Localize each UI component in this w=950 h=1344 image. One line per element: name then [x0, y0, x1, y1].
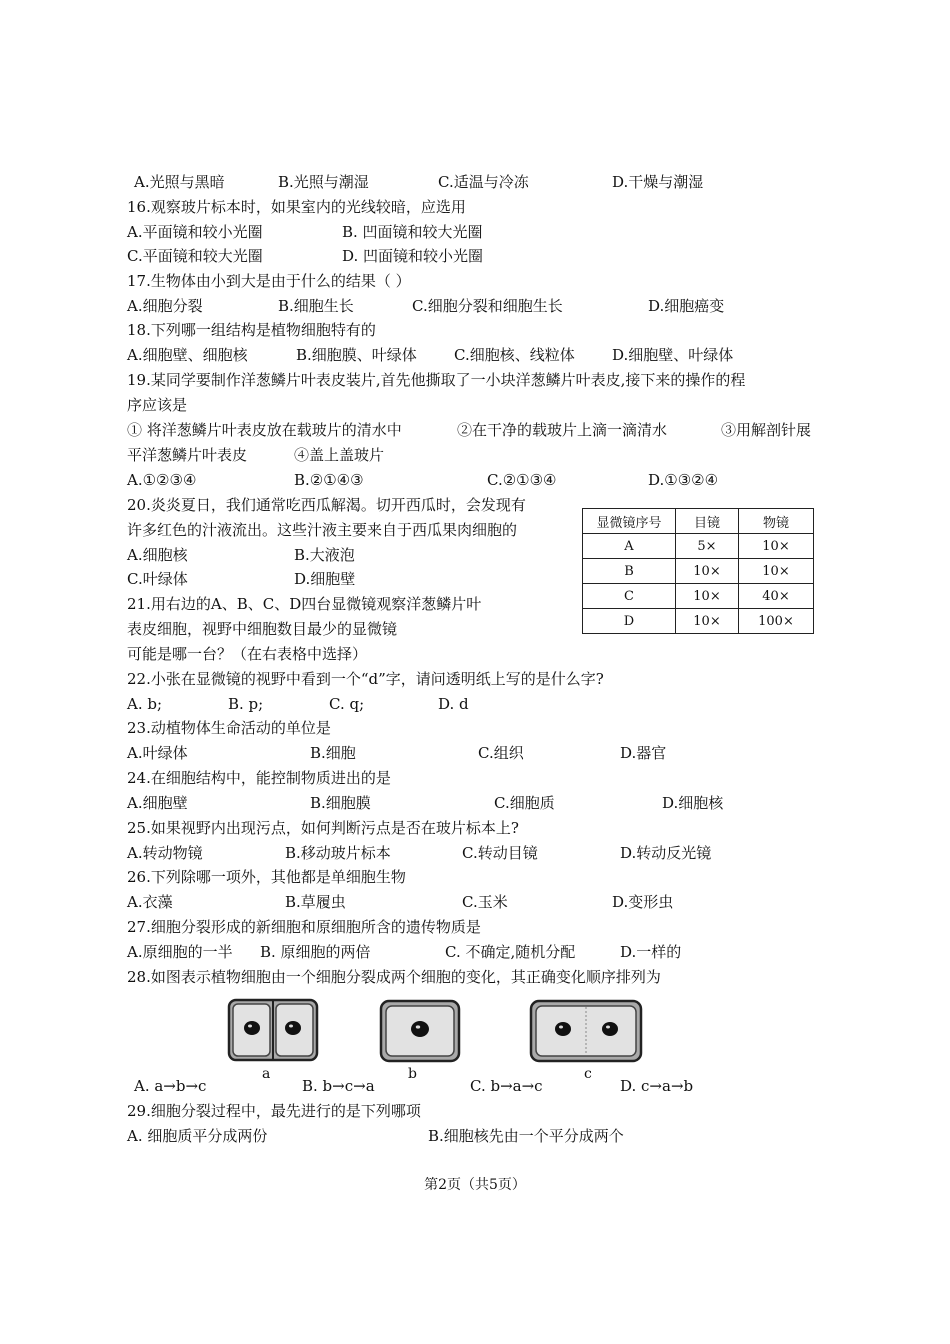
q17-option-b: B.细胞生长 — [278, 297, 354, 315]
q23-option-c: C.组织 — [478, 744, 524, 762]
q15-option-d: D.干燥与潮湿 — [612, 173, 704, 191]
table-cell: 5× — [676, 534, 739, 559]
table-cell: 10× — [676, 584, 739, 609]
q29-option-a: A. 细胞质平分成两份 — [127, 1127, 268, 1145]
q21-line3: 可能是哪一台？（在右表格中选择） — [127, 645, 368, 663]
q15-option-a: A.光照与黑暗 — [134, 173, 225, 191]
cell-figure-b — [378, 998, 462, 1064]
q27-stem: 27.细胞分裂形成的新细胞和原细胞所含的遗传物质是 — [127, 918, 481, 936]
q20-option-a: A.细胞核 — [127, 546, 188, 564]
q19-step-3-cont: 平洋葱鳞片叶表皮 — [127, 446, 248, 464]
table-row — [583, 559, 814, 584]
fig-label-a: a — [262, 1066, 271, 1082]
q28-option-a: A. a→b→c — [134, 1077, 207, 1095]
table-cell: 10× — [676, 609, 739, 634]
q15-option-c: C.适温与冷冻 — [438, 173, 529, 191]
q16-option-d: D. 凹面镜和较小光圈 — [342, 247, 484, 265]
q25-option-d: D.转动反光镜 — [620, 844, 712, 862]
q16-option-b: B. 凹面镜和较大光圈 — [342, 223, 483, 241]
fig-label-c: c — [584, 1066, 592, 1082]
q24-option-b: B.细胞膜 — [310, 794, 371, 812]
q24-option-c: C.细胞质 — [494, 794, 555, 812]
q19-step-2: ②在干净的载玻片上滴一滴清水 — [457, 421, 668, 439]
table-header: 物镜 — [739, 509, 814, 534]
table-cell: 10× — [739, 534, 814, 559]
q20-option-b: B.大液泡 — [294, 546, 355, 564]
q17-option-d: D.细胞癌变 — [648, 297, 725, 315]
table-cell: C — [583, 584, 676, 609]
q19-step-4: ④盖上盖玻片 — [294, 446, 385, 464]
table-cell: 40× — [739, 584, 814, 609]
q17-option-c: C.细胞分裂和细胞生长 — [412, 297, 563, 315]
q17-stem: 17.生物体由小到大是由于什么的结果（ ） — [127, 272, 411, 290]
table-header-row — [583, 509, 814, 534]
q19-step-1: ① 将洋葱鳞片叶表皮放在载玻片的清水中 — [127, 421, 402, 439]
q26-option-a: A.衣藻 — [127, 893, 173, 911]
q23-option-d: D.器官 — [620, 744, 667, 762]
q25-option-a: A.转动物镜 — [127, 844, 203, 862]
table-header: 显微镜序号 — [583, 509, 676, 534]
fig-label-b: b — [408, 1066, 417, 1082]
q20-option-d: D.细胞壁 — [294, 570, 356, 588]
page-footer: 第2页（共5页） — [424, 1177, 526, 1193]
q28-option-b: B. b→c→a — [302, 1077, 375, 1095]
q27-option-c: C. 不确定,随机分配 — [445, 943, 576, 961]
q29-option-b: B.细胞核先由一个平分成两个 — [428, 1127, 624, 1145]
q21-line1: 21.用右边的A、B、C、D四台显微镜观察洋葱鳞片叶 — [127, 595, 482, 613]
table-row — [583, 584, 814, 609]
q26-option-c: C.玉米 — [462, 893, 508, 911]
table-cell: A — [583, 534, 676, 559]
q19-step-3: ③用解剖针展 — [721, 421, 812, 439]
q22-option-a: A. b; — [127, 695, 163, 713]
table-cell: D — [583, 609, 676, 634]
table-row — [583, 609, 814, 634]
table-cell: B — [583, 559, 676, 584]
q25-stem: 25.如果视野内出现污点，如何判断污点是否在玻片标本上? — [127, 819, 519, 837]
q16-stem: 16.观察玻片标本时，如果室内的光线较暗，应选用 — [127, 198, 466, 216]
q18-stem: 18.下列哪一组结构是植物细胞特有的 — [127, 321, 376, 339]
q18-option-b: B.细胞膜、叶绿体 — [296, 346, 417, 364]
q26-option-b: B.草履虫 — [285, 893, 346, 911]
cell-figure-c — [528, 998, 644, 1064]
q19-stem-line1: 19.某同学要制作洋葱鳞片叶表皮装片,首先他撕取了一小块洋葱鳞片叶表皮,接下来的操作的程 — [127, 371, 746, 389]
table-cell: 10× — [676, 559, 739, 584]
q16-option-a: A.平面镜和较小光圈 — [127, 223, 263, 241]
q28-option-c: C. b→a→c — [470, 1077, 543, 1095]
q22-option-d: D. d — [438, 695, 469, 713]
table-cell: 100× — [739, 609, 814, 634]
microscope-table — [582, 508, 814, 634]
q24-option-a: A.细胞壁 — [127, 794, 188, 812]
q20-option-c: C.叶绿体 — [127, 570, 188, 588]
q22-option-b: B. p; — [228, 695, 264, 713]
table-header: 目镜 — [676, 509, 739, 534]
q27-option-d: D.一样的 — [620, 943, 682, 961]
q19-option-d: D.①③②④ — [648, 471, 719, 489]
cell-figure-a — [226, 996, 320, 1064]
q29-stem: 29.细胞分裂过程中，最先进行的是下列哪项 — [127, 1102, 421, 1120]
q25-option-c: C.转动目镜 — [462, 844, 538, 862]
q25-option-b: B.移动玻片标本 — [285, 844, 391, 862]
q19-option-c: C.②①③④ — [487, 471, 557, 489]
q18-option-c: C.细胞核、线粒体 — [454, 346, 575, 364]
q18-option-a: A.细胞壁、细胞核 — [127, 346, 248, 364]
q20-stem-line2: 许多红色的汁液流出。这些汁液主要来自于西瓜果肉细胞的 — [127, 521, 518, 539]
q26-option-d: D.变形虫 — [612, 893, 674, 911]
q19-stem-line2: 序应该是 — [127, 396, 188, 414]
q26-stem: 26.下列除哪一项外，其他都是单细胞生物 — [127, 868, 406, 886]
q27-option-b: B. 原细胞的两倍 — [260, 943, 371, 961]
q22-option-c: C. q; — [329, 695, 365, 713]
q19-option-a: A.①②③④ — [127, 471, 197, 489]
q22-stem: 22.小张在显微镜的视野中看到一个“d”字，请问透明纸上写的是什么字? — [127, 670, 604, 688]
table-row — [583, 534, 814, 559]
q17-option-a: A.细胞分裂 — [127, 297, 203, 315]
q18-option-d: D.细胞壁、叶绿体 — [612, 346, 734, 364]
q24-option-d: D.细胞核 — [662, 794, 724, 812]
q23-option-b: B.细胞 — [310, 744, 356, 762]
q20-stem-line1: 20.炎炎夏日，我们通常吃西瓜解渴。切开西瓜时，会发现有 — [127, 496, 526, 514]
q15-option-b: B.光照与潮湿 — [278, 173, 369, 191]
q23-option-a: A.叶绿体 — [127, 744, 188, 762]
q24-stem: 24.在细胞结构中，能控制物质进出的是 — [127, 769, 391, 787]
q28-stem: 28.如图表示植物细胞由一个细胞分裂成两个细胞的变化，其正确变化顺序排列为 — [127, 968, 661, 986]
q21-line2: 表皮细胞，视野中细胞数目最少的显微镜 — [127, 620, 398, 638]
q28-option-d: D. c→a→b — [620, 1077, 694, 1095]
table-cell: 10× — [739, 559, 814, 584]
q27-option-a: A.原细胞的一半 — [127, 943, 233, 961]
q16-option-c: C.平面镜和较大光圈 — [127, 247, 263, 265]
q23-stem: 23.动植物体生命活动的单位是 — [127, 719, 331, 737]
q19-option-b: B.②①④③ — [294, 471, 364, 489]
